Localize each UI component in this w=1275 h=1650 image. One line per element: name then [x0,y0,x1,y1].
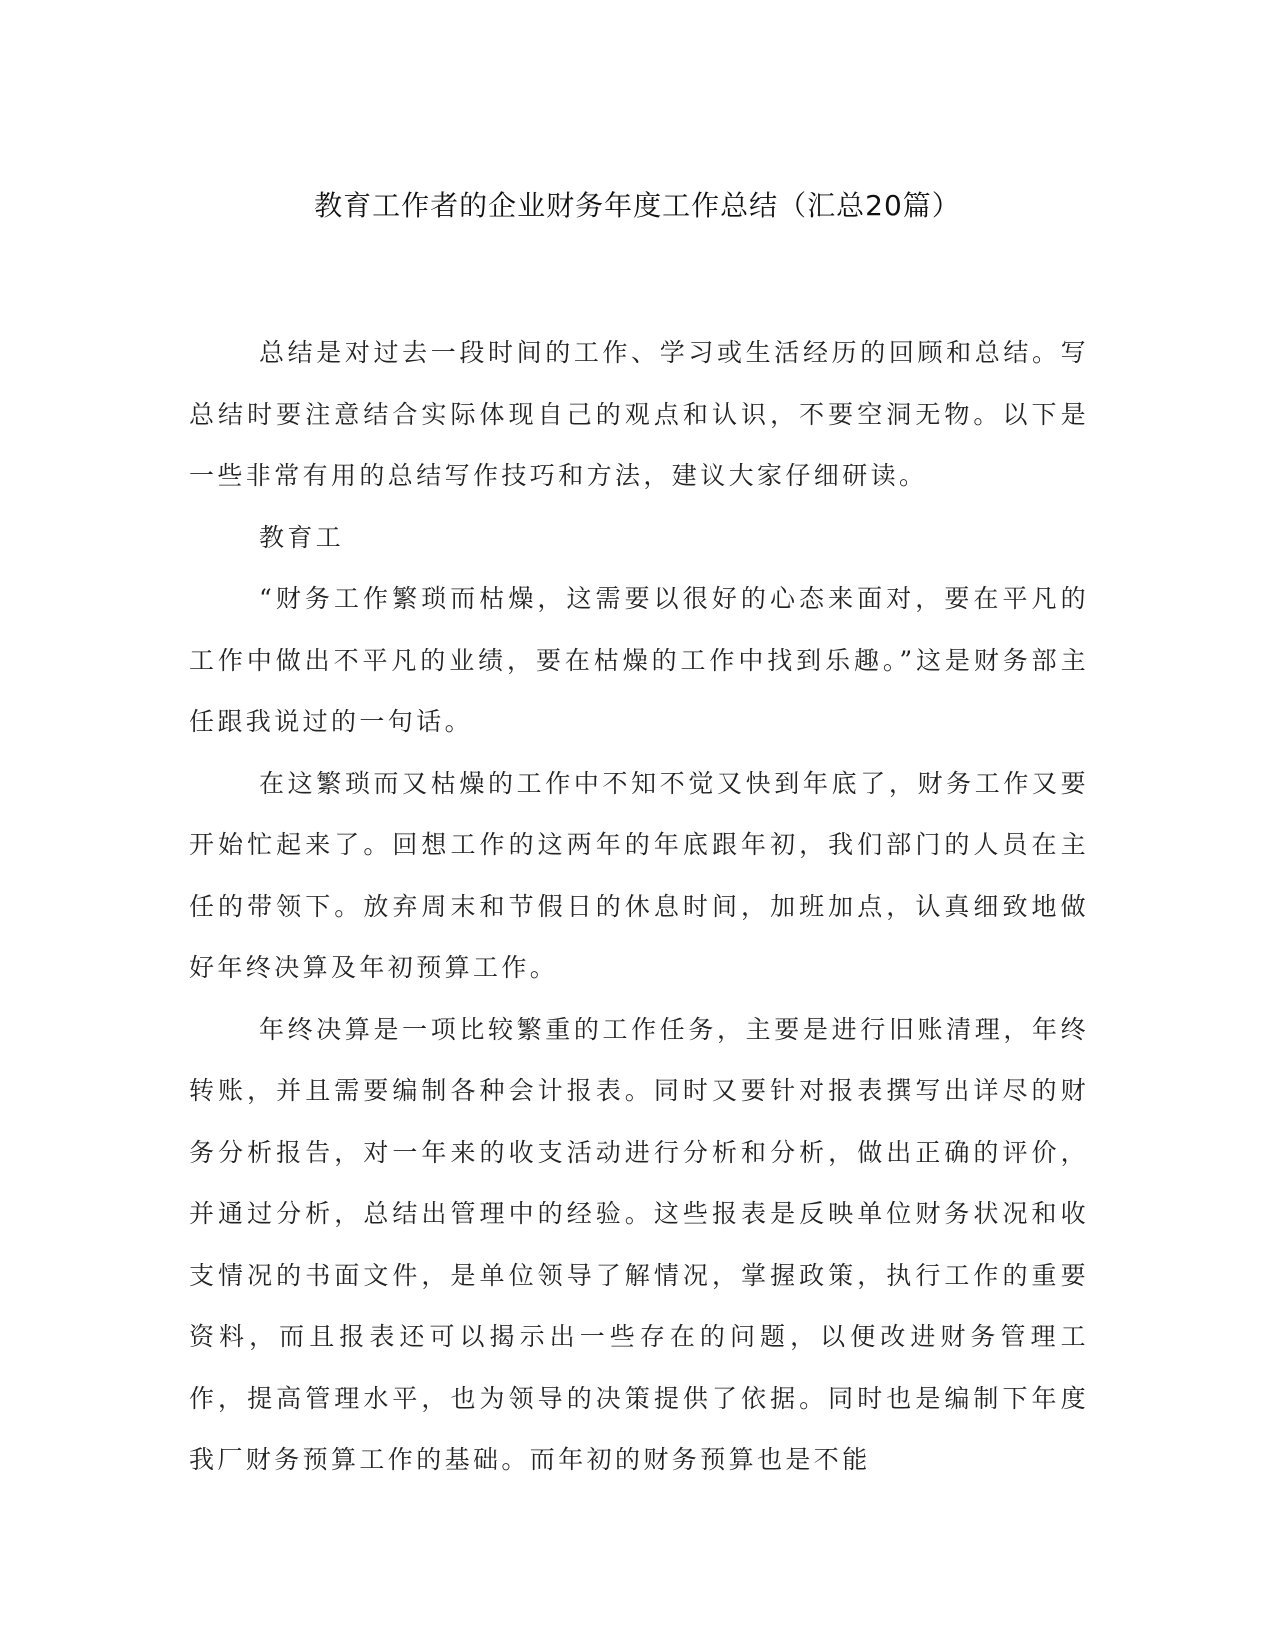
paragraph-quote: “财务工作繁琐而枯燥，这需要以很好的心态来面对，要在平凡的工作中做出不平凡的业绩，要在枯燥的工作中找到乐趣。”这是财务部主任跟我说过的一句话。 [189,584,1089,736]
paragraph-year-end: 在这繁琐而又枯燥的工作中不知不觉又快到年底了，财务工作又要开始忙起来了。回想工作的这两年的年底跟年初，我们部门的人员在主任的带领下。放弃周末和节假日的休息时间，加班加点，认真细致地做好年终决算及年初预算工作。 [189,768,1089,982]
document-title: 教育工作者的企业财务年度工作总结（汇总20篇） [314,189,961,222]
paragraph-final-accounts: 年终决算是一项比较繁重的工作任务，主要是进行旧账清理，年终转账，并且需要编制各种会计报表。同时又要针对报表撰写出详尽的财务分析报告，对一年来的收支活动进行分析和分析，做出正确的评价，并通过分析，总结出管理中的经验。这些报表是反映单位财务状况和收支情况的书面文件，是单位领导了解情况，掌握政策，执行工作的重要资料，而且报表还可以揭示出一些存在的问题，以便改进财务管理工作，提高管理水平，也为领导的决策提供了依据。同时也是编制下年度我厂财务预算工作的基础。而年初的财务预算也是不能 [189,1014,1089,1474]
document-body [189,322,1089,1491]
paragraph-heading-fragment: 教育工 [259,522,345,552]
paragraph-intro: 总结是对过去一段时间的工作、学习或生活经历的回顾和总结。写总结时要注意结合实际体现自己的观点和认识，不要空洞无物。以下是一些非常有用的总结写作技巧和方法，建议大家仔细研读。 [189,338,1089,490]
